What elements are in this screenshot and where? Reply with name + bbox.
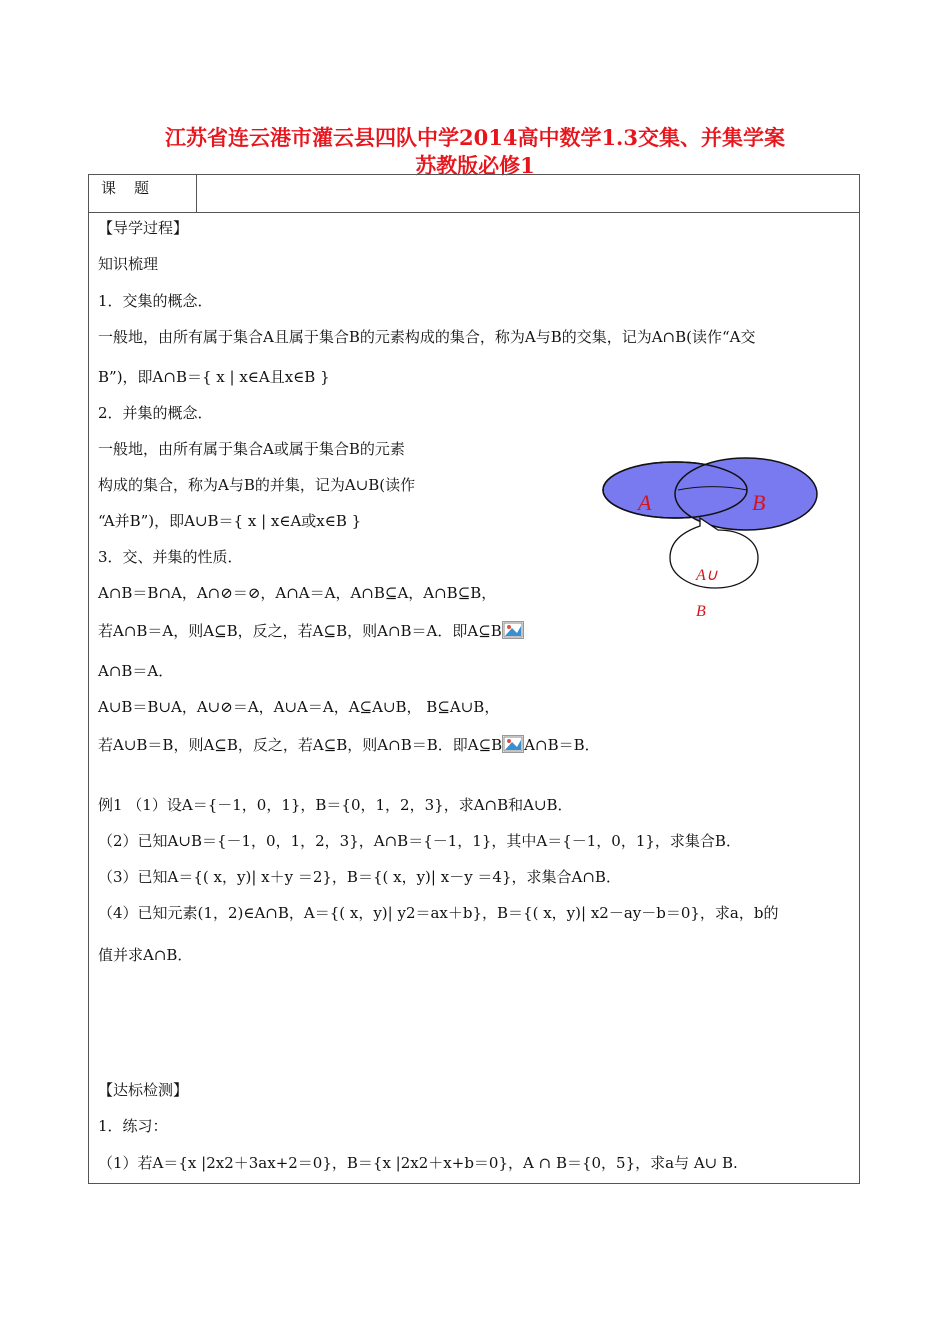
document-title-line2: 苏教版必修1 — [415, 153, 535, 178]
intersection-property-text: 若A∩B＝A，则A⊆B，反之，若A⊆B，则A∩B＝A．即A⊆B — [98, 622, 502, 640]
example1-part4-cont: 值并求A∩B． — [98, 946, 193, 964]
properties-heading: 3．交、并集的性质． — [98, 548, 243, 566]
section-heading-guide: 【导学过程】 — [98, 219, 189, 237]
union-label-part2: B — [696, 603, 706, 620]
union-formula: “A并B”)，即A∪B＝{ x | x∈A或x∈B } — [98, 512, 362, 530]
broken-image-icon — [502, 735, 524, 753]
union-property-result: A∩B＝B． — [524, 736, 600, 754]
intersection-formula: B”)，即A∩B＝{ x | x∈A且x∈B } — [98, 368, 330, 386]
intersection-heading: 1．交集的概念． — [98, 292, 213, 310]
section-heading-check: 【达标检测】 — [98, 1081, 189, 1099]
intersection-property-rule — [98, 620, 524, 641]
union-properties: A∪B＝B∪A，A∪⊘＝A，A∪A＝A，A⊆A∪B， B⊆A∪B， — [98, 698, 500, 716]
intersection-property-result: A∩B＝A． — [98, 662, 174, 680]
example1-part1: 例1 （1）设A＝{－1，0，1}，B＝{0，1，2，3}，求A∩B和A∪B． — [98, 796, 573, 814]
document-title-line1: 江苏省连云港市灌云县四队中学2014高中数学1.3交集、并集学案 — [165, 125, 785, 150]
example1-part2: （2）已知A∪B＝{－1，0，1，2，3}，A∩B＝{－1，1}，其中A＝{－1，0，1}，求集合B． — [98, 832, 741, 850]
union-heading: 2．并集的概念． — [98, 404, 213, 422]
union-label-part1: A∪ — [696, 567, 718, 584]
set-a-label: A — [638, 490, 652, 515]
broken-image-icon — [502, 621, 524, 639]
intersection-properties: A∩B＝B∩A，A∩⊘＝⊘，A∩A＝A，A∩B⊆A，A∩B⊆B， — [98, 584, 497, 602]
topic-row — [89, 175, 859, 213]
example1-part4: （4）已知元素(1，2)∈A∩B，A＝{( x，y)| y2＝ax＋b}，B＝{( x，y)| x2－ay－b＝0}，求a，b的 — [98, 904, 779, 922]
venn-diagram — [600, 448, 830, 628]
union-definition-1: 一般地，由所有属于集合A或属于集合B的元素 — [98, 440, 405, 458]
intersection-definition: 一般地，由所有属于集合A且属于集合B的元素构成的集合，称为A与B的交集，记为A∩B(读作“A交 — [98, 328, 756, 346]
exercise-heading: 1．练习： — [98, 1117, 168, 1135]
example1-part3: （3）已知A＝{( x，y)| x＋y ＝2}，B＝{( x，y)| x－y ＝4}，求集合A∩B． — [98, 868, 621, 886]
exercise-1: （1）若A＝{x |2x2＋3ax+2＝0}，B＝{x |2x2＋x+b＝0}，A ∩ B＝{0，5}，求a与 A∪ B. — [98, 1154, 738, 1172]
topic-label: 课题 — [89, 175, 197, 212]
union-property-rule — [98, 734, 600, 755]
set-b-label: B — [752, 490, 766, 515]
knowledge-heading: 知识梳理 — [98, 255, 159, 273]
union-property-text: 若A∪B＝B，则A⊆B，反之，若A⊆B，则A∩B＝B．即A⊆B — [98, 736, 503, 754]
union-definition-2: 构成的集合，称为A与B的并集，记为A∪B(读作 — [98, 476, 416, 494]
